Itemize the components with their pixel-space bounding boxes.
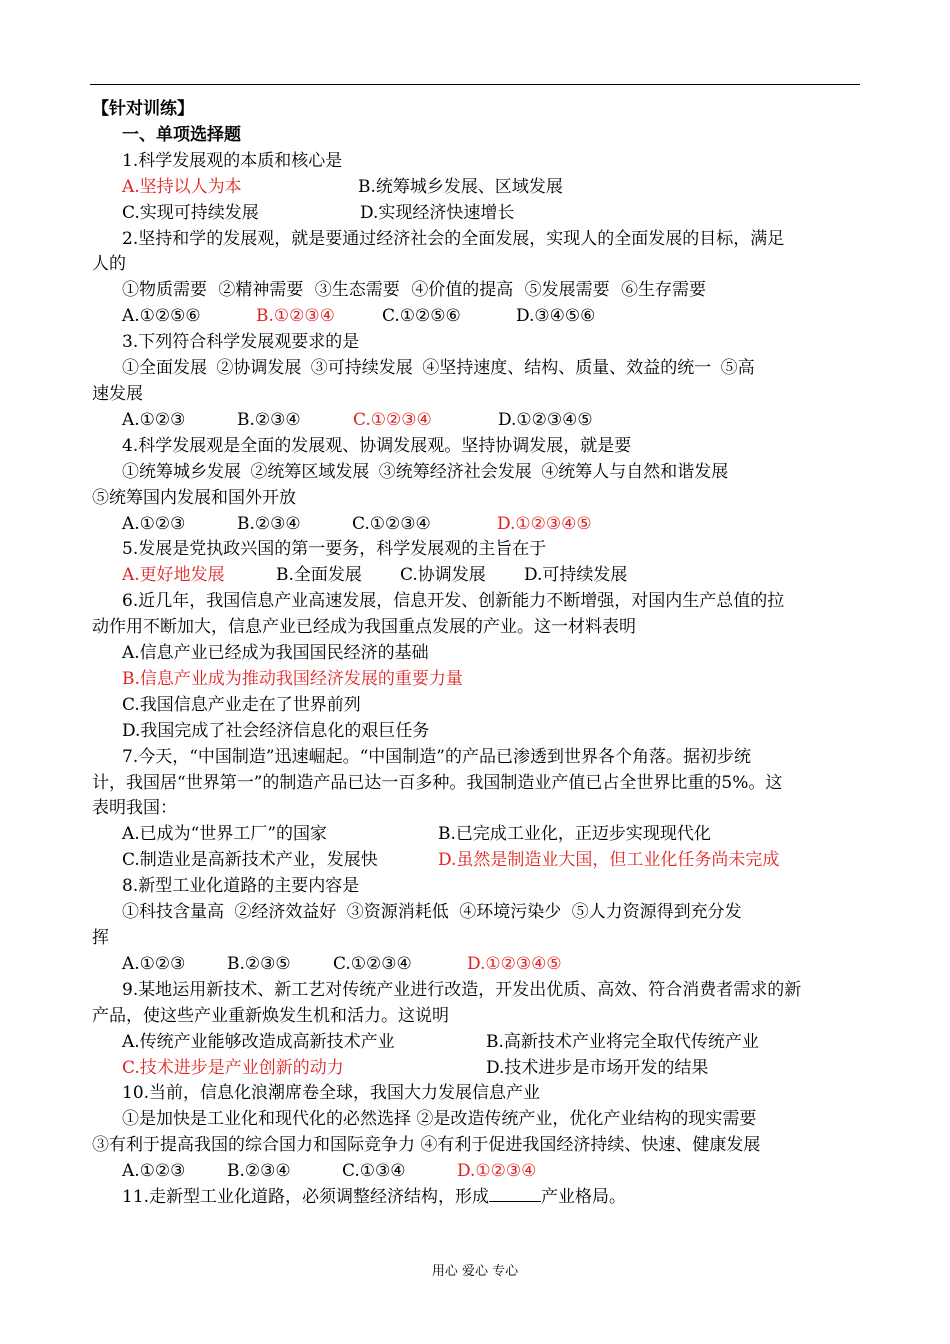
option-b: B.高新技术产业将完全取代传统产业: [486, 1031, 759, 1052]
question-7-stem-cont-2: 表明我国：: [92, 798, 177, 819]
question-6-option-d: D.我国完成了社会经济信息化的艰巨任务: [122, 720, 430, 741]
option-a-answer: A.坚持以人为本: [122, 176, 242, 197]
option-a: A.已成为“世界工厂”的国家: [122, 824, 328, 845]
question-2-items: ①物质需要 ②精神需要 ③生态需要 ④价值的提高 ⑤发展需要 ⑥生存需要: [122, 280, 707, 301]
question-11-stem: [92, 1185, 862, 1211]
option-d: D.①②③④⑤: [498, 409, 593, 430]
header-rule: [90, 84, 860, 85]
question-4-items-cont: ⑤统筹国内发展和国外开放: [92, 487, 296, 508]
page-footer: 用心 爱心 专心: [431, 1264, 519, 1279]
question-7-options-row-1: [92, 822, 862, 848]
question-10-items: ①是加快是工业化和现代化的必然选择 ②是改造传统产业，优化产业结构的现实需要: [122, 1109, 757, 1130]
option-d: D.技术进步是市场开发的结果: [486, 1057, 709, 1078]
question-7-stem: 7.今天，“中国制造”迅速崛起。“中国制造”的产品已渗透到世界各个角落。据初步统: [122, 746, 751, 767]
option-c: C.①②⑤⑥: [382, 306, 461, 327]
question-11-stem-pre: 11.走新型工业化道路，必须调整经济结构，形成: [122, 1187, 490, 1208]
question-4-options: [92, 512, 862, 538]
option-c: C.实现可持续发展: [122, 202, 259, 223]
option-c-answer: C.①②③④: [353, 409, 432, 430]
option-b: B.②③④: [237, 409, 301, 430]
option-d-answer: D.①②③④⑤: [497, 513, 592, 534]
option-d-answer: D.①②③④⑤: [467, 953, 562, 974]
question-6-stem: 6.近几年，我国信息产业高速发展，信息开发、创新能力不断增强，对国内生产总值的拉: [122, 591, 785, 612]
header-title: 【针对训练】: [92, 99, 194, 119]
document-body: [92, 97, 862, 1211]
question-3-options: [92, 408, 862, 434]
question-9-stem: 9.某地运用新技术、新工艺对传统产业进行改造，开发出优质、高效、符合消费者需求的新: [122, 979, 802, 1000]
question-4-stem: 4.科学发展观是全面的发展观、协调发展观。坚持协调发展，就是要: [122, 435, 632, 456]
question-8-stem: 8.新型工业化道路的主要内容是: [122, 876, 360, 897]
option-b: B.②③⑤: [227, 953, 291, 974]
option-b: B.全面发展: [276, 565, 362, 586]
question-7-stem-cont-1: 计，我国居“世界第一”的制造产品已达一百多种。我国制造业产值已占全世界比重的5%。这: [92, 772, 783, 793]
option-d: D.③④⑤⑥: [516, 306, 596, 327]
question-3-items-cont: 速发展: [92, 383, 143, 404]
question-10-stem: 10.当前，信息化浪潮席卷全球，我国大力发展信息产业: [122, 1083, 541, 1104]
option-c: C.制造业是高新技术产业，发展快: [122, 850, 378, 871]
question-10-items-cont: ③有利于提高我国的综合国力和国际竞争力 ④有利于促进我国经济持续、快速、健康发展: [92, 1135, 761, 1156]
answer-blank: [489, 1187, 541, 1202]
option-d: D.可持续发展: [524, 565, 628, 586]
section-title: 一、单项选择题: [122, 124, 241, 145]
question-6-stem-cont: 动作用不断加大，信息产业已经成为我国重点发展的产业。这一材料表明: [92, 617, 636, 638]
question-1-stem: 1.科学发展观的本质和核心是: [122, 150, 343, 171]
question-10-options: [92, 1159, 862, 1185]
option-a: A.①②③: [122, 1161, 186, 1182]
question-2-options: [92, 304, 862, 330]
option-a: A.①②③: [122, 409, 186, 430]
question-3-stem: 3.下列符合科学发展观要求的是: [122, 332, 360, 353]
option-c: C.①③④: [342, 1161, 406, 1182]
question-4-items: ①统筹城乡发展 ②统筹区域发展 ③统筹经济社会发展 ④统筹人与自然和谐发展: [122, 461, 729, 482]
option-b: B.②③④: [237, 513, 301, 534]
question-9-options-row-2: [92, 1056, 862, 1082]
question-9-stem-cont: 产品，使这些产业重新焕发生机和活力。这说明: [92, 1005, 449, 1026]
question-2-stem-cont: 人的: [92, 254, 126, 275]
option-a: A.传统产业能够改造成高新技术产业: [122, 1031, 395, 1052]
option-b-answer: B.①②③④: [256, 306, 335, 327]
option-c: C.①②③④: [352, 513, 431, 534]
option-a: A.①②③: [122, 953, 186, 974]
question-6-option-a: A.信息产业已经成为我国国民经济的基础: [122, 643, 429, 664]
option-b: B.②③④: [227, 1161, 291, 1182]
question-3-items: ①全面发展 ②协调发展 ③可持续发展 ④坚持速度、结构、质量、效益的统一 ⑤高: [122, 358, 755, 379]
question-8-items-cont: 挥: [92, 928, 109, 948]
question-6-option-c: C.我国信息产业走在了世界前列: [122, 694, 361, 715]
question-8-items: ①科技含量高 ②经济效益好 ③资源消耗低 ④环境污染少 ⑤人力资源得到充分发: [122, 902, 742, 923]
question-8-options: [92, 952, 862, 978]
question-5-stem: 5.发展是党执政兴国的第一要务，科学发展观的主旨在于: [122, 539, 547, 560]
option-b: B.已完成工业化，正迈步实现现代化: [438, 824, 711, 845]
option-c: C.①②③④: [333, 953, 412, 974]
question-5-options: [92, 563, 862, 589]
option-c: C.协调发展: [400, 565, 486, 586]
option-a: A.①②⑤⑥: [122, 306, 201, 327]
option-c-answer: C.技术进步是产业创新的动力: [122, 1057, 344, 1078]
option-b: B.统筹城乡发展、区域发展: [358, 176, 563, 197]
question-7-options-row-2: [92, 848, 862, 874]
question-6-option-b-answer: B.信息产业成为推动我国经济发展的重要力量: [122, 668, 463, 689]
option-a-answer: A.更好地发展: [122, 565, 225, 586]
question-1-options-row-1: [92, 175, 862, 201]
question-2-stem: 2.坚持和学的发展观，就是要通过经济社会的全面发展，实现人的全面发展的目标，满足: [122, 228, 785, 249]
question-9-options-row-1: [92, 1030, 862, 1056]
option-d: D.实现经济快速增长: [360, 202, 515, 223]
question-1-options-row-2: [92, 201, 862, 227]
option-d-answer: D.虽然是制造业大国，但工业化任务尚未完成: [438, 850, 780, 871]
question-11-stem-post: 产业格局。: [541, 1187, 627, 1208]
option-a: A.①②③: [122, 513, 186, 534]
option-d-answer: D.①②③④: [457, 1161, 537, 1182]
